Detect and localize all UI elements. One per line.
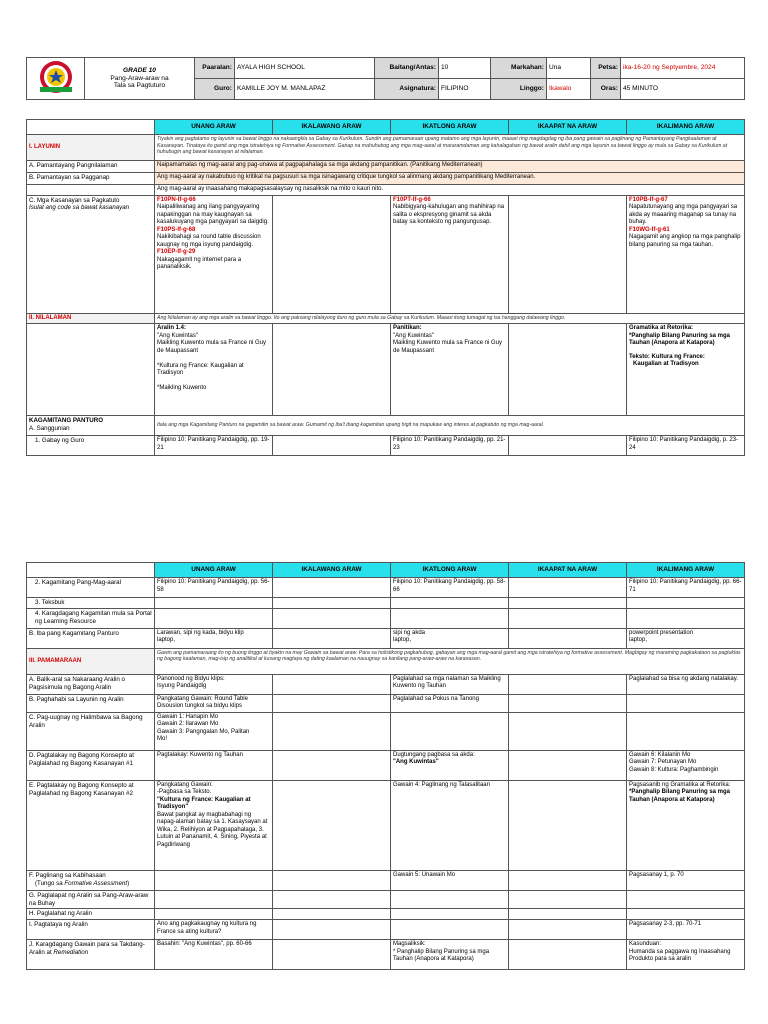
a-day3: Paglalahad sa mga nalaman sa Maikling Kuwento ng Tauhan [391,674,509,694]
day-1-header: UNANG ARAW [155,120,273,135]
competency-text: Napatutunayang ang mga pangyayari sa akda ay maaaring maganap sa tunay na buhay. [629,204,738,225]
story-title: "Ang Kuwintas" [393,759,439,766]
guro-label: Guro: [195,79,235,100]
d-day1: Pagtalakay: Kuwento ng Tauhan [155,750,273,780]
nilalaman-day1 [155,324,273,416]
asignatura-value: FILIPINO [439,79,491,100]
b-day1: Pangkatang Gawain: Round Table Disousion tungkol sa bidyu klips [155,694,273,712]
paghahabi-label: B. Paghahabi sa Layunin ng Aralin [27,694,155,712]
nilalaman-day5 [627,324,745,416]
gabay-day5: Filipino 10: Panitikang Pandaigdig, p. 23-24 [627,436,745,456]
kasanayan-sub: Isulat ang code sa bawat kasanayan [29,204,130,212]
day-2-header: IKALAWANG ARAW [273,120,391,135]
header-table [26,57,745,100]
competency-text: Nakikibahagi sa round table discussion kaugnay ng mga isyung pandaigdig. [157,234,261,248]
code: F10PB-If-g-67 [629,196,668,203]
paglalapat-label: G. Paglalapat ng Aralin sa Pang-Araw-araw na Buhay [27,890,155,909]
material-item: powerpoint presentation [629,629,694,636]
code: F10EP-If-g-29 [157,249,196,255]
nilalaman-note: Ang Nilalaman ay ang mga aralin sa bawat linggo. Ito ang paksang nilalayong ituro ng guro mula sa Gabay sa Kurikulum. Maaari itong tumagal ng isa hanggang dalawang linggo. [155,313,745,324]
baitang-value: 10 [439,58,491,79]
activity-text: Dugtungang pagbasa sa akda: [393,751,475,758]
pamamaraan-note: Gawin ang pamamaraang ito ng buong linggo at tiyakin na may Gawain sa bawat araw. Para sa holistikong pagkahubog, gabayan ang mga mag-aaral gamit ang mga istratehiya ng formative assessment. Magbigay ng maraming pagkakataon sa pagtuklas ng bagong kaalaman, mag-isip ng analitikal at kusang magtaya ng dating kaalaman na nauugnay sa kanilang pang-araw-araw na karanasan. [155,648,745,674]
i-day1: Ano ang pagkakaugnay ng kultura ng France sa ating kultura? [155,920,273,940]
guro-value: KAMILLE JOY M. MANLAPAZ [235,79,375,100]
c-day1: Gawain 1: Hanapin Mo Gawain 2: Ilarawan Mo Gawain 3: Pangngalan Mo, Palitan Mo! [155,712,273,750]
oras-value: 45 MINUTO [621,79,745,100]
code: F10PT-If-g-66 [393,196,431,203]
f-day5: Pagsasanay 1, p. 70 [627,870,745,890]
j-day5 [627,940,745,970]
section-nilalaman: II. NILALAMAN [27,313,155,324]
day-5-header: IKALIMANG ARAW [627,120,745,135]
pamantayan-pagganap-text-2: Ang mag-aaral ay inaasahang makapagsasalaysay ng nasaliksik na mito o kauri nito. [155,185,745,196]
kabihasaan-title: F. Paglinang sa Kabihasaan [29,871,106,879]
sanggunian-label: A. Sanggunian [29,424,70,432]
competency-text: Nakagagamit ng internet para a pananaliksik. [157,256,242,270]
kasanayan-day4 [509,195,627,313]
competency-text: Naipaliliwanag ang ilang pangyayaring napakinggan na may kaugnayan sa kasalukuyang mga pangyayari sa daigdig. [157,204,269,225]
asignatura-label: Asignatura: [375,79,439,100]
activity-text: Magsaliksik: [393,941,426,947]
markahan-label: Markahan: [491,58,547,79]
day-4-header: IKAAPAT NA ARAW [509,120,627,135]
nilalaman-day4 [509,324,627,416]
konsepto-1-label: D. Pagtalakay ng Bagong Konsepto at Paglalahad ng Bagong Kasanayan #1 [27,750,155,780]
material-item: laptop, [157,637,176,644]
teksbuk-label: 3. Teksbuk [27,598,155,609]
linggo-label: Linggo: [491,79,547,100]
kb-day3 [391,628,509,648]
kagamitan-note: Itala ang mga Kagamitang Panturo na gagamitin sa bawat araw. Gumamit ng iba't ibang kagamitan upang higit na mapukaw ang interes at pagkatuto ng mga mag-aaral. [155,416,745,436]
e-day5 [627,780,745,870]
baitang-label: Baitang/Antas: [375,58,439,79]
lesson-title: Aralin 1.4: [157,325,187,331]
nilalaman-day3 [391,324,509,416]
kagamitan-title: KAGAMITANG PANTURO [29,417,104,424]
oras-label: Oras: [591,79,621,100]
kabihasaan-sub: (Tungo sa Formative Assessment) [35,879,130,887]
a-day5: Paglalahad sa bisa ng akdang natalakay. [627,674,745,694]
code: F10PN-If-g-66 [157,196,196,203]
kasanayan-day2 [273,195,391,313]
portal-label: 4. Karagdagang Kagamitan mula sa Portal ng Learning Resource [27,608,155,628]
j-day1: Basahin: "Ang Kuwintas", pp. 60-66 [155,940,273,970]
material-item: laptop, [629,637,648,644]
activity-text: Humanda sa paggawa ng Inaasahang Produkto para sa aralin [629,948,731,962]
paaralan-label: Paaralan: [195,58,235,79]
activity-text: Pagsasanib ng Gramatika at Retorika: [629,781,731,788]
d-day3 [391,750,509,780]
lesson-content: "Ang Kuwintas" Maikling Kuwento mula sa France ni Guy de Maupassant [393,332,503,354]
pamantayan-pagganap-label: B. Pamantayan sa Pagganap [27,173,155,185]
day-3-header: IKATLONG ARAW [391,120,509,135]
kasanayan-day1 [155,195,273,313]
e-day3: Gawain 4: Paglinang ng Talasalitaan [391,780,509,870]
pagtataya-label: I. Pagtataya ng Aralin [27,920,155,940]
k2-day3: Filipino 10: Panitikang Pandaigdig, pp. 58-66 [391,578,509,598]
kasanayan-label [27,195,155,313]
gabay-day3: Filipino 10: Panitikang Pandaigdig, pp. 21-23 [391,436,509,456]
topic-title: *Panghalip Bilang Panuring sa mga Tauhan (Anapora at Katapora) [629,789,731,803]
paaralan-value: AYALA HIGH SCHOOL [235,58,375,79]
kb-day1 [155,628,273,648]
lesson-table-page1 [26,119,745,456]
konsepto-2-label: E. Pagtalakay ng Bagong Konsepto at Paglalahad ng Bagong Kasanayan #2 [27,780,155,870]
kagamitan-label [27,416,155,436]
j-day3 [391,940,509,970]
material-item: laptop, [393,637,412,644]
activity-text: * Panghalip Bilang Panuring sa mga Tauhan (Anapora at Katapora) [393,948,490,962]
material-item: Larawan, sipi ng kada, bidyu klip [157,629,244,636]
competency-text: Nabibigyang-kahulugan ang mahihirap na salita o ekspresyong ginamit sa akda batay sa konteksto ng pangungusap. [393,204,505,225]
kasanayan-title: C. Mga Kasanayan sa Pagkatuto [29,196,120,204]
layunin-note: Tiyakin ang pagtatamo ng layunin sa bawat linggo na nakaangkla sa Gabay sa Kurikulum. Sundin ang pamamaraan upang matamo ang mga layunin, maaari ring magdagdag ng iba pang gawain sa paglinang ng Pamantayang Pangkaalaman at Kasanayan. Tinataya ito gamit ang mga istratehiya ng Formative Assessment. Ganap na mahuhubog ang mga mag-aaral at mararamdaman ang kahalagahan ng bawat aralin dahil ang mga layunin sa bawat linggo ay mula sa Gabay sa Kurikulum at huhubugin ang bawat kasanayan at nilalaman. [155,135,745,161]
i-day5: Pagsasanay 2-3, pp. 70-71 [627,920,745,940]
material-item: sipi ng akda [393,629,426,636]
d-day5: Gawain 6: Kilalanin Mo Gawain 7: Petunayan Mo Gawain 8: Kultura: Paghambingin [627,750,745,780]
day-3-header: IKATLONG ARAW [391,563,509,578]
code: F10PS-If-g-68 [157,226,196,233]
title-line2: Tala sa Pagtuturo [113,82,166,90]
linggo-value: Ikawalo [547,79,591,100]
gabay-day1: Filipino 10: Panitikang Pandaigdig, pp. 19-21 [155,436,273,456]
section-pamamaraan: III. PAMAMARAAN [27,648,155,674]
competency-text: Nagagamit ang angkop na mga panghalip bilang panuring sa mga tauhan. [629,234,741,248]
lesson-title: Gramatika at Retorika: [629,325,694,331]
section-layunin: I. LAYUNIN [27,135,155,161]
title-line1: Pang-Araw-araw na [110,74,169,82]
kb-day5 [627,628,745,648]
balik-aral-label: A. Balik-aral sa Nakaraang Aralin o Pagsisimula ng Bagong Aralin [27,674,155,694]
f-day3: Gawain 5: Unawain Mo [391,870,509,890]
gabay-guro-label: 1. Gabay ng Guro [27,436,155,456]
kasanayan-day5 [627,195,745,313]
pag-uugnay-label: C. Pag-uugnay ng Halimbawa sa Bagong Aralin [27,712,155,750]
kabihasaan-label [27,870,155,890]
lesson-title: Teksto: Kultura ng France: [629,353,705,360]
day-5-header: IKALIMANG ARAW [627,563,745,578]
seal-icon [36,59,76,95]
lesson-table-page2 [26,562,745,970]
lesson-title: Panitikan: [393,325,422,331]
gabay-day2 [273,436,391,456]
nilalaman-day2 [273,324,391,416]
petsa-value: ika-16-20 ng Septyembre, 2024 [621,58,745,79]
kagamitang-mag-aaral-label: 2. Kagamitang Pang-Mag-aaral [27,578,155,598]
a-day1: Panonood ng Bidyu klips: Isyung Pandaigdig [155,674,273,694]
petsa-label: Petsa: [591,58,621,79]
deped-logo [27,58,85,100]
grade-label: GRADE 10 [123,67,156,75]
pamantayang-pangnilalaman-label: A. Pamantayang Pangnilalaman [27,161,155,173]
k2-day1: Filipino 10: Panitikang Pandaigdig, pp. 56-58 [155,578,273,598]
e-day1 [155,780,273,870]
b-day3: Paglalahad sa Pokus na Tanong [391,694,509,712]
pamantayan-pagganap-text: Ang mag-aaral ay nakabubuo ng kritikal na pagsusuri sa mga isinagawang critique tungkol sa alinmang akdang pampanitikang Mediterranean. [155,173,745,185]
activity-text: Kasunduan: [629,941,662,947]
takdang-aralin-label: J. Karagdagang Gawain para sa Takdang-Aralin at Remediation [27,940,155,970]
markahan-value: Una [547,58,591,79]
k2-day5: Filipino 10: Panitikang Pandaigdig, pp. 66-71 [627,578,745,598]
activity-text: Pangkatang Gawain: -Pagbasa sa Teksto. [157,781,213,796]
activity-text: Bawat pangkat ay magbabahagi ng napag-alaman batay sa 1. Kasaysayan at Wika, 2. Relihiyon at Pagpapahalaga, 3. Lutuin at Pananamit, 4. Sining, Piyesta at Pagdiriwang [157,811,268,848]
day-1-header: UNANG ARAW [155,563,273,578]
pamantayang-pangnilalaman-text: Naipamamalas ng mag-aaral ang pag-unawa at pagpapahalaga sa mga akdang pampanitikan. (Panitikang Mediterranean) [155,161,745,173]
code: F10WG-If-g-61 [629,226,670,233]
grade-title [85,58,195,100]
lesson-content: Kaugalian at Tradisyon [633,361,699,367]
day-4-header: IKAAPAT NA ARAW [509,563,627,578]
kasanayan-day3 [391,195,509,313]
lesson-content: *Panghalip Bilang Panuring sa mga Tauhan (Anapora at Katapora) [629,332,731,346]
text-title: "Kultura ng France: Kaugalian at Tradisyon" [157,796,251,811]
day-header-row [27,120,745,135]
lesson-content: "Ang Kuwintas" Maikling Kuwento mula sa France ni Guy de Maupassant *Kultura ng France: Kaugalian at Tradisyon *Maikling Kuwento [157,332,267,391]
day-2-header: IKALAWANG ARAW [273,563,391,578]
paglalahat-label: H. Paglalahat ng Aralin [27,909,155,920]
iba-pang-kagamitan-label: B. Iba pang Kagamitang Panturo [27,628,155,648]
day-header-row [27,563,745,578]
gabay-day4 [509,436,627,456]
